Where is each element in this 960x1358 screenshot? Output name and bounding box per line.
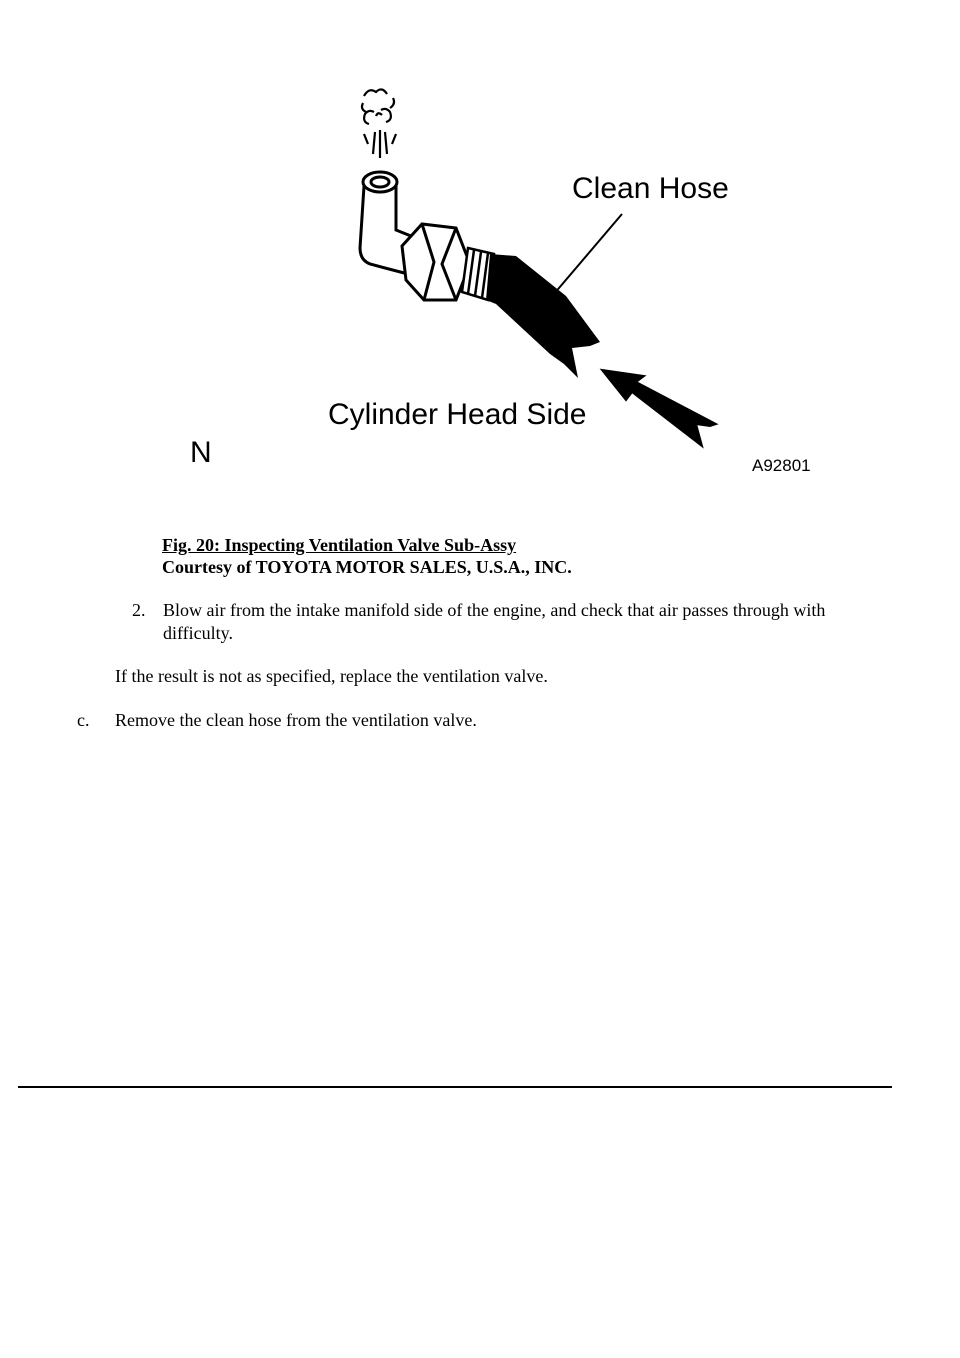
arrow-icon	[602, 370, 716, 446]
step-number: 2.	[132, 600, 146, 620]
valve-hex-nut	[402, 224, 470, 300]
figure-illustration	[170, 78, 850, 488]
substep-text: Remove the clean hose from the ventilation valve.	[115, 710, 477, 730]
procedure-substep-c	[77, 710, 477, 731]
substep-letter: c.	[77, 710, 90, 730]
clean-hose-leader-line	[542, 214, 622, 308]
result-note: If the result is not as specified, replace the ventilation valve.	[115, 666, 548, 686]
clean-hose	[486, 254, 600, 378]
figure-id: A92801	[752, 456, 811, 475]
figure-caption-credit: Courtesy of TOYOTA MOTOR SALES, U.S.A., INC.	[162, 557, 572, 577]
figure-n-label: N	[190, 436, 212, 469]
cylinder-head-side-label: Cylinder Head Side	[328, 398, 587, 431]
step-text: Blow air from the intake manifold side of the engine, and check that air passes through with difficulty.	[163, 600, 826, 643]
figure-caption-title: Fig. 20: Inspecting Ventilation Valve Sub-Assy	[162, 535, 517, 555]
air-puff-icon	[362, 89, 396, 158]
clean-hose-label: Clean Hose	[572, 172, 729, 205]
footer-divider	[18, 1086, 892, 1088]
ventilation-valve-diagram	[170, 78, 850, 488]
